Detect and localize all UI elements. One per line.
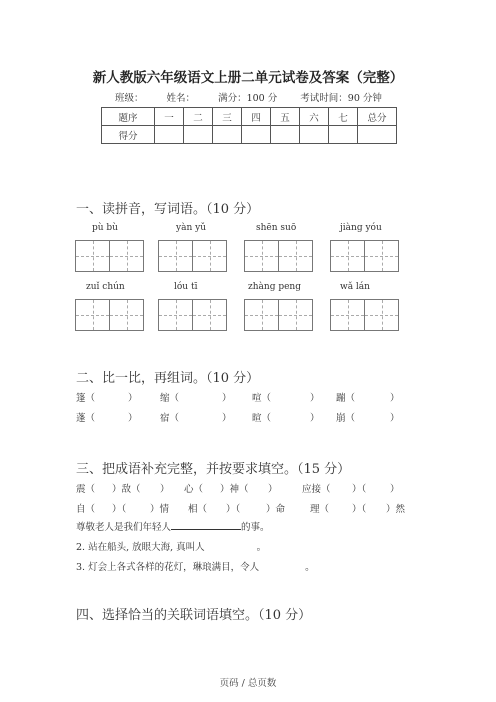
score-cell[interactable] <box>155 126 184 144</box>
name-field: 姓名： <box>166 93 196 104</box>
writing-grid[interactable] <box>244 240 313 272</box>
writing-grid[interactable] <box>158 240 227 272</box>
writing-grid[interactable] <box>330 299 399 331</box>
compare-item: ） <box>310 393 320 404</box>
idiom-part: ）神（ <box>220 484 249 495</box>
idiom-part: ）（ <box>352 484 367 495</box>
header-cell: 五 <box>271 108 300 126</box>
writing-grid[interactable] <box>330 240 399 272</box>
question-1-text: 尊敬老人是我们年轻人 <box>76 522 172 533</box>
score-table <box>101 107 397 144</box>
section3-heading: 三、把成语补充完整，并按要求填空。（15 分） <box>76 462 351 477</box>
compare-item: ） <box>310 413 320 424</box>
full-score: 满分：100 分 <box>218 93 278 104</box>
pinyin: pù bù <box>92 223 118 233</box>
score-cell[interactable] <box>358 126 397 144</box>
page-title: 新人教版六年级语文上册二单元试卷及答案（完整） <box>92 70 404 86</box>
question-1 <box>76 519 270 533</box>
question-3-end: 。 <box>305 562 315 573</box>
question-3 <box>76 559 315 573</box>
compare-item: 缩（ <box>160 393 180 404</box>
idiom-part: ）（ <box>226 504 241 515</box>
score-table-row <box>102 126 397 144</box>
answer-blank[interactable] <box>171 519 241 530</box>
compare-item: ） <box>390 393 400 404</box>
idiom-part: 自（ <box>76 504 96 515</box>
compare-item: ） <box>390 413 400 424</box>
pinyin: jiàng yóu <box>340 223 382 233</box>
idiom-part: 应接（ <box>302 484 331 495</box>
idiom-part: ）（ <box>112 504 127 515</box>
idiom-part: ）情 <box>150 504 170 515</box>
header-cell: 三 <box>213 108 242 126</box>
exam-info <box>115 90 402 104</box>
compare-item: ） <box>222 413 232 424</box>
score-cell[interactable] <box>184 126 213 144</box>
compare-item: ） <box>222 393 232 404</box>
score-cell[interactable] <box>329 126 358 144</box>
question-2-text: 2. 站在船头, 放眼大海, 真叫人 <box>76 542 205 553</box>
compare-item: 篷（ <box>76 393 96 404</box>
section1-heading: 一、读拼音，写词语。（10 分） <box>76 202 260 217</box>
score-cell[interactable] <box>300 126 329 144</box>
idiom-part: ）敌（ <box>112 484 141 495</box>
idiom-part: ） <box>390 484 400 495</box>
header-cell: 四 <box>242 108 271 126</box>
compare-item: 暄（ <box>252 413 272 424</box>
score-cell[interactable] <box>271 126 300 144</box>
idiom-part: ）命 <box>266 504 286 515</box>
idiom-part: ）然 <box>386 504 406 515</box>
score-table-header <box>102 108 397 126</box>
header-cell: 总分 <box>358 108 397 126</box>
header-cell: 七 <box>329 108 358 126</box>
page-footer: 页码 / 总页数 <box>219 678 277 689</box>
writing-grid[interactable] <box>75 299 144 331</box>
pinyin: zhàng peng <box>248 282 301 292</box>
compare-item: 喧（ <box>252 393 272 404</box>
header-cell: 六 <box>300 108 329 126</box>
question-3-text: 3. 灯会上各式各样的花灯，琳琅满目，令人 <box>76 562 260 573</box>
writing-grid[interactable] <box>75 240 144 272</box>
pinyin: yàn yǔ <box>176 223 206 233</box>
pinyin: zuǐ chún <box>86 282 125 292</box>
compare-item: ） <box>128 393 138 404</box>
question-1-end: 的事。 <box>241 522 270 533</box>
exam-time: 考试时间：90 分钟 <box>300 93 382 104</box>
idiom-part: ） <box>268 484 278 495</box>
pinyin: wǎ lán <box>340 282 370 292</box>
writing-grid[interactable] <box>244 299 313 331</box>
score-cell[interactable] <box>213 126 242 144</box>
section2-heading: 二、比一比，再组词。（10 分） <box>76 371 260 386</box>
score-cell[interactable] <box>242 126 271 144</box>
idiom-part: ） <box>160 484 170 495</box>
pinyin: lóu tī <box>174 282 198 292</box>
class-field: 班级： <box>115 93 144 104</box>
pinyin: shēn suō <box>256 223 297 233</box>
header-cell: 二 <box>184 108 213 126</box>
section4-heading: 四、选择恰当的关联词语填空。（10 分） <box>76 608 312 623</box>
row-label: 得分 <box>102 126 155 144</box>
compare-item: ） <box>128 413 138 424</box>
compare-item: 崩（ <box>336 413 356 424</box>
writing-grid[interactable] <box>158 299 227 331</box>
compare-item: 宿（ <box>160 413 180 424</box>
question-2 <box>76 539 266 553</box>
idiom-part: ）（ <box>352 504 367 515</box>
compare-item: 蓬（ <box>76 413 96 424</box>
header-cell: 一 <box>155 108 184 126</box>
idiom-part: 理（ <box>310 504 330 515</box>
compare-item: 蹦（ <box>336 393 356 404</box>
idiom-part: 心（ <box>184 484 204 495</box>
idiom-part: 震（ <box>76 484 96 495</box>
question-2-end: 。 <box>256 542 267 553</box>
header-cell: 题序 <box>102 108 155 126</box>
idiom-part: 相（ <box>188 504 208 515</box>
